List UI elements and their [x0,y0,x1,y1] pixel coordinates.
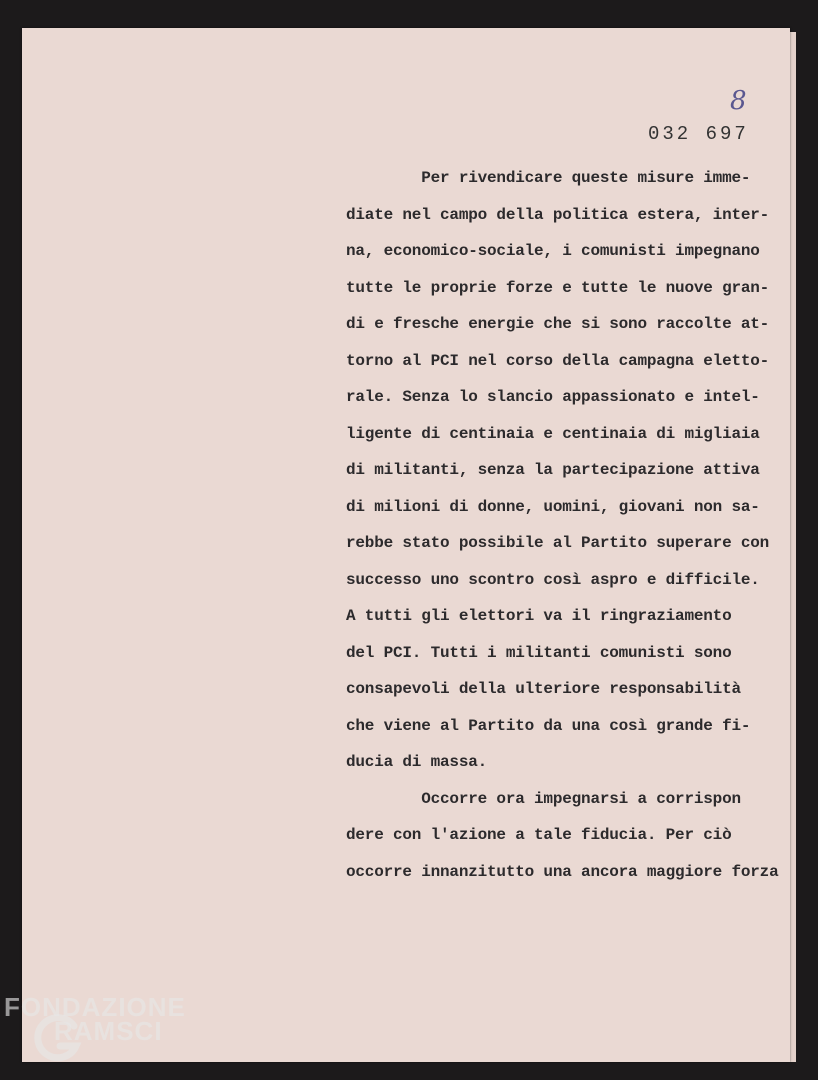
text-line: A tutti gli elettori va il ringraziamento [346,607,732,625]
text-line: che viene al Partito da una così grande fi- [346,717,751,735]
text-line: diate nel campo della politica estera, inter- [346,206,770,224]
text-line: tutte le proprie forze e tutte le nuove gran- [346,279,770,297]
text-line: na, economico-sociale, i comunisti impegnano [346,242,760,260]
text-line: ducia di massa. [346,753,488,771]
text-line: di milioni di donne, uomini, giovani non sa- [346,498,760,516]
watermark-line-1: FONDAZIONE [4,992,186,1022]
text-line: occorre innanzitutto una ancora maggiore forza [346,863,779,881]
handwritten-page-number: 8 [730,86,747,116]
text-line: consapevoli della ulteriore responsabilità [346,680,741,698]
text-line: Per rivendicare queste misure imme- [346,169,751,187]
text-line: del PCI. Tutti i militanti comunisti sono [346,644,732,662]
fondazione-gramsci-watermark [4,992,204,1078]
text-line: successo uno scontro così aspro e difficile. [346,571,760,589]
text-line: dere con l'azione a tale fiducia. Per ciò [346,826,732,844]
text-line: di e fresche energie che si sono raccolte at- [346,315,770,333]
text-line: rebbe stato possibile al Partito superare con [346,534,770,552]
text-line: ligente di centinaia e centinaia di migliaia [346,425,760,443]
text-line: Occorre ora impegnarsi a corrispon [346,790,741,808]
watermark-line-2: RAMSCI [54,1016,163,1046]
text-line: rale. Senza lo slancio appassionato e intel- [346,388,760,406]
archive-code: 032 697 [648,123,749,145]
text-line: torno al PCI nel corso della campagna eletto- [346,352,770,370]
text-line: di militanti, senza la partecipazione attiva [346,461,760,479]
document-page [22,28,790,1062]
